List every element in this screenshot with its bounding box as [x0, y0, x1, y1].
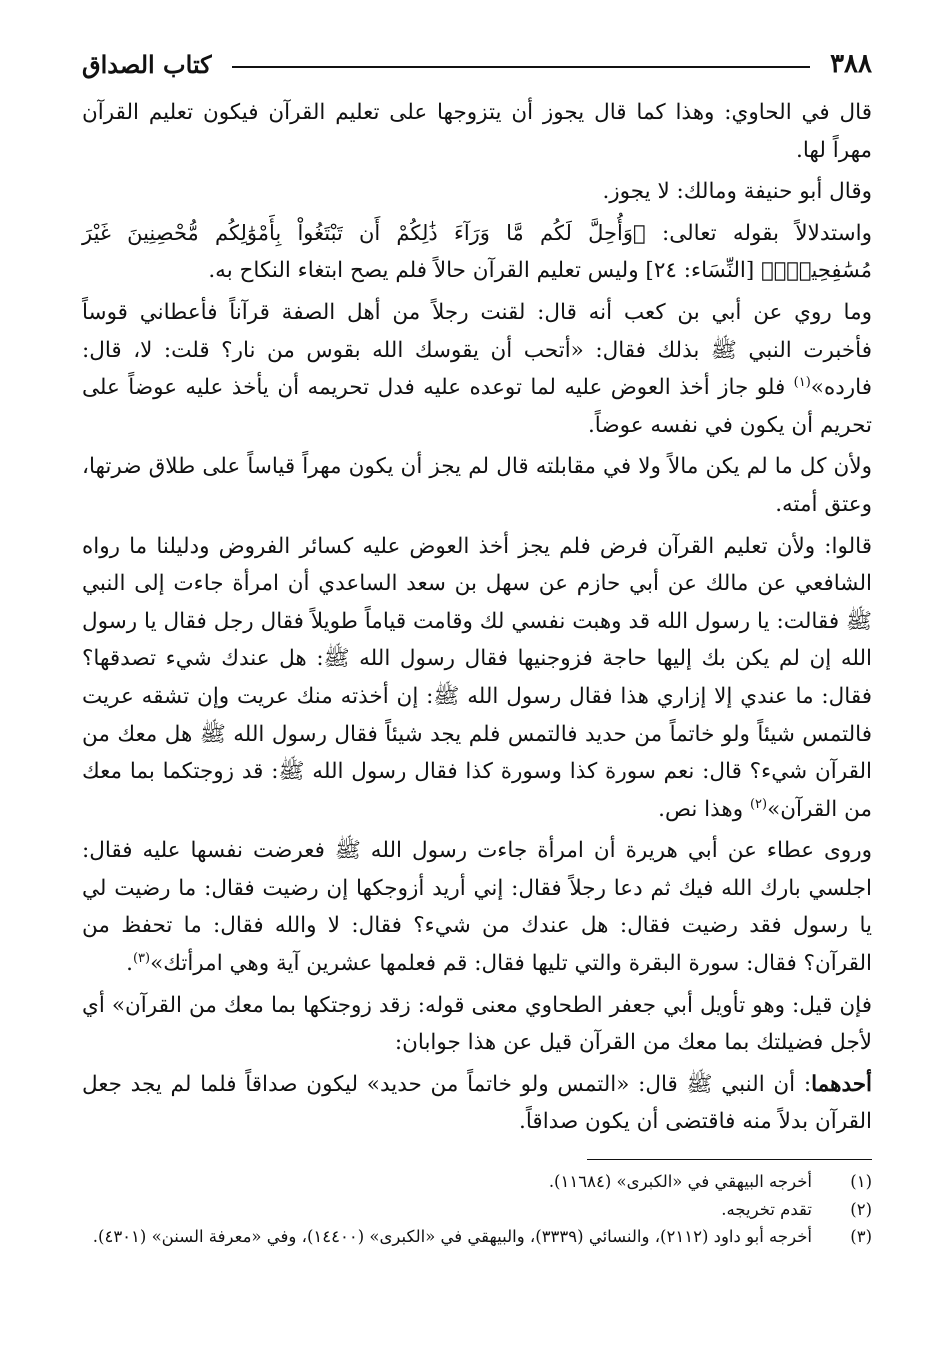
paragraph-9 [82, 1066, 872, 1141]
chapter-title: كتاب الصداق [82, 49, 212, 79]
paragraph-4 [82, 294, 872, 444]
footnote-text: أخرجه أبو داود (٢١١٢)، والنسائي (٣٣٣٩)، والبيهقي في «الكبرى» (١٤٤٠٠)، وفي «معرفة السنن» (٤٣٠١). [92, 1227, 812, 1247]
paragraph-9-lead: أحدهما [811, 1071, 872, 1097]
footnote [82, 1168, 872, 1196]
paragraph-7-rest: . [126, 951, 133, 977]
paragraph-6 [82, 528, 872, 829]
paragraph-3-intro: واستدلالاً بقوله تعالى: [645, 220, 872, 246]
main-text [82, 94, 872, 1141]
footnote [82, 1223, 872, 1251]
paragraph-3-rest: [النِّسَاء: ٢٤] وليس تعليم القرآن حالاً فلم يصح ابتغاء النكاح به. [208, 258, 762, 284]
paragraph-5: ولأن كل ما لم يكن مالاً ولا في مقابلته قال لم يجز أن يكون مهراً قياساً على طلاق ضرتها، وعتق أمته. [82, 454, 872, 517]
header-rule [232, 66, 810, 68]
footnote-text: تقدم تخريجه. [721, 1199, 812, 1219]
paragraph-7 [82, 832, 872, 982]
paragraph-6-rest: وهذا نص. [658, 796, 750, 822]
footnote-ref-3[interactable]: (٣) [132, 950, 151, 966]
paragraph-2: وقال أبو حنيفة ومالك: لا يجوز. [602, 179, 872, 205]
paragraph-1: قال في الحاوي: وهذا كما قال يجوز أن يتزوجها على تعليم القرآن فيكون تعليم القرآن مهراً لها. [82, 100, 872, 163]
footnote-number: (١) [850, 1172, 872, 1192]
paragraph-9-text: : أن النبي ﷺ قال: «التمس ولو خاتماً من حديد» ليكون صداقاً فلما لم يجد جعل القرآن بدلاً منه فاقتضى أن يكون صداقاً. [82, 1071, 872, 1135]
paragraph-4-text: وما روي عن أبي بن كعب أنه قال: لقنت رجلاً من أهل الصفة قرآناً فأعطاني قوساً فأخبرت النبي ﷺ بذلك فقال: «أتحب أن يقوسك الله بقوس من نار؟ قلت: لا، قال: فارده» [82, 299, 873, 401]
page-header [82, 44, 872, 84]
page-number: ٣٨٨ [830, 49, 872, 79]
paragraph-3 [82, 215, 872, 290]
paragraph-6-text: قالوا: ولأن تعليم القرآن فرض فلم يجز أخذ العوض عليه كسائر الفروض ودليلنا ما رواه الشافعي عن مالك عن أبي حازم عن سهل بن سعد الساعدي أن امرأة جاءت إلى النبي ﷺ فقالت: يا رسول الله قد وهبت نفسي لك وقامت قياماً طويلاً فقال رجل فقال يا رسول الله إن لم يكن بك إليها حاجة فزوجنيها فقال رسول الله ﷺ: هل عندك شيء تصدقها؟ فقال: ما عندي إلا إزاري هذا فقال رسول الله ﷺ: إن أخذته منك عريت وإن تشقه عريت فالتمس شيئاً ولو خاتماً من حديد فالتمس فلم يجد شيئاً فقال رسول الله ﷺ هل معك من القرآن شيء؟ قال: نعم سورة كذا وسورة كذا فقال رسول الله ﷺ: قد زوجتكما بما معك من القرآن» [82, 533, 872, 822]
footnote-ref-2[interactable]: (٢) [749, 796, 768, 812]
footnote-number: (٢) [850, 1199, 872, 1219]
footnote-number: (٣) [850, 1227, 872, 1247]
footnotes [82, 1168, 872, 1251]
footnote-ref-1[interactable]: (١) [793, 375, 811, 390]
footnote-text: أخرجه البيهقي في «الكبرى» (١١٦٨٤). [548, 1172, 812, 1192]
paragraph-7-text: وروى عطاء عن أبي هريرة أن امرأة جاءت رسول الله ﷺ فعرضت نفسها عليه فقال: اجلسي بارك الله فيك ثم دعا رجلاً فقال: إني أريد أزوجكها إن رضيت فقال: ما رضيت لي يا رسول فقد رضيت فقال: هل عندك من شيء؟ فقال: لا والله فقال: ما تحفظ من القرآن؟ فقال: سورة البقرة والتي تليها فقال: قم فعلمها عشرين آية وهي امرأتك» [82, 838, 872, 977]
footnote [82, 1196, 872, 1224]
quran-verse: ﴿وَأُحِلَّ لَكُم مَّا وَرَآءَ ذَٰلِكُمْ أَن تَبْتَغُواْ بِأَمْوَٰلِكُم مُّحْصِنِينَ غَيْرَ مُسَٰفِحِينَۚ﴾ [82, 220, 872, 283]
paragraph-4-rest: فلو جاز أخذ العوض عليه لما توعده عليه فدل تحريمه أن يأخذ عليه عوضاً على تحريم أن يكون في نفسه عوضاً. [82, 375, 872, 438]
paragraph-8: فإن قيل: وهو تأويل أبي جعفر الطحاوي معنى قوله: زقد زوجتكها بما معك من القرآن» أي لأجل فضيلتك بما معك من القرآن قيل عن هذا جوابان: [82, 992, 872, 1056]
footnote-divider [587, 1159, 872, 1160]
